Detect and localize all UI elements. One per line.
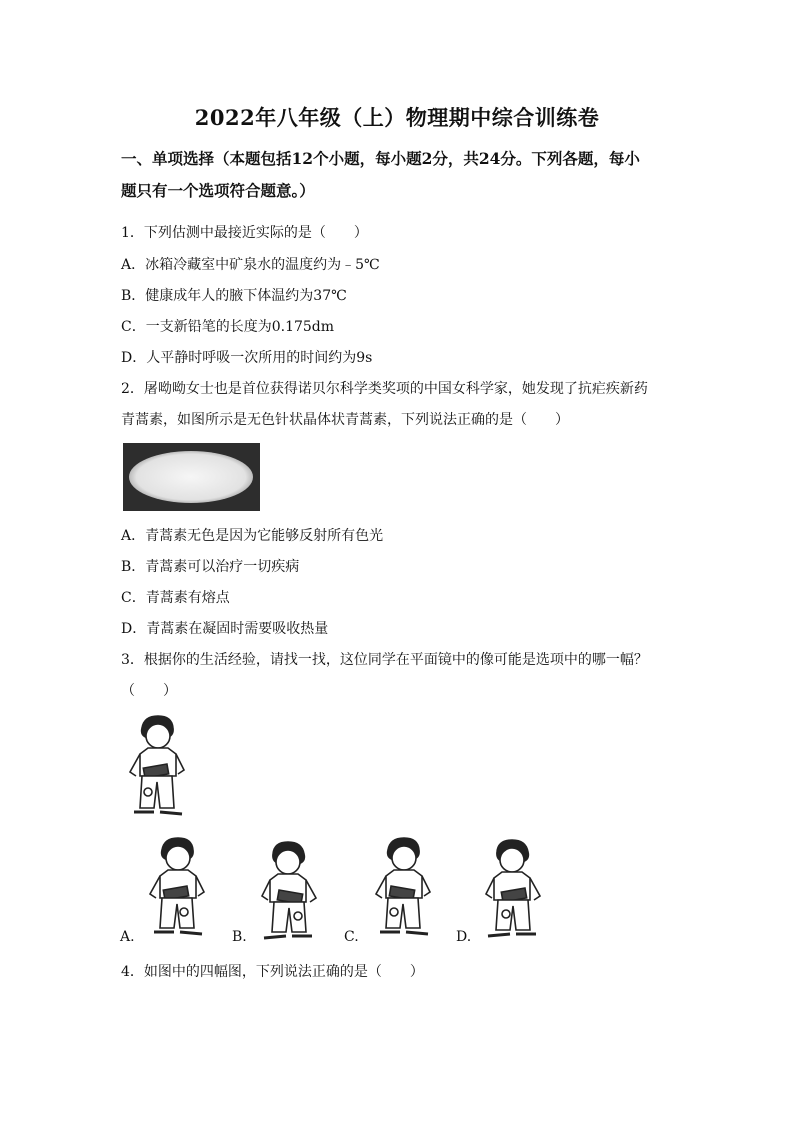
q1-option-b: B．健康成年人的腋下体温约为37℃ — [121, 288, 347, 304]
q1-option-a: A．冰箱冷藏室中矿泉水的温度约为﹣5℃ — [121, 257, 380, 273]
q2-option-d: D．青蒿素在凝固时需要吸收热量 — [121, 621, 329, 637]
student-figure-original — [118, 714, 196, 822]
page-title: 2022年八年级（上）物理期中综合训练卷 — [194, 105, 600, 130]
q1-option-d: D．人平静时呼吸一次所用的时间约为9s — [121, 350, 373, 366]
student-figure-option-d — [474, 838, 552, 942]
section-heading-line-1: 一、单项选择（本题包括12个小题，每小题2分，共24分。下列各题，每小 — [121, 149, 640, 168]
q3-option-label-d: D. — [456, 929, 472, 945]
student-figure-option-c — [364, 836, 442, 940]
q3-stem-line-2: （ ） — [121, 683, 177, 699]
section-heading-line-2: 题只有一个选项符合题意。） — [121, 181, 315, 200]
section-heading — [121, 143, 681, 207]
student-figure-option-a — [138, 836, 216, 940]
q3-stem-line-1: 3．根据你的生活经验，请找一找，这位同学在平面镜中的像可能是选项中的哪一幅？ — [121, 652, 648, 668]
student-figure-option-b — [250, 840, 328, 944]
q2-stem-line-1: 2．屠呦呦女士也是首位获得诺贝尔科学类奖项的中国女科学家，她发现了抗疟疾新药 — [121, 381, 648, 397]
artemisinin-photo-svg — [123, 443, 260, 511]
q1-option-c: C．一支新铅笔的长度为0.175dm — [121, 319, 335, 335]
q3-option-label-c: C. — [344, 929, 359, 945]
q2-option-a: A．青蒿素无色是因为它能够反射所有色光 — [121, 528, 384, 544]
q3-option-label-a: A. — [120, 929, 135, 945]
q3-option-label-b: B. — [232, 929, 247, 945]
q2-stem-line-2: 青蒿素，如图所示是无色针状晶体状青蒿素，下列说法正确的是（ ） — [121, 412, 569, 428]
q2-option-c: C．青蒿素有熔点 — [121, 590, 230, 606]
q1-stem: 1．下列估测中最接近实际的是（ ） — [121, 225, 368, 241]
q2-option-b: B．青蒿素可以治疗一切疾病 — [121, 559, 300, 575]
artemisinin-photo — [123, 443, 260, 511]
q4-stem: 4．如图中的四幅图，下列说法正确的是（ ） — [121, 964, 424, 980]
